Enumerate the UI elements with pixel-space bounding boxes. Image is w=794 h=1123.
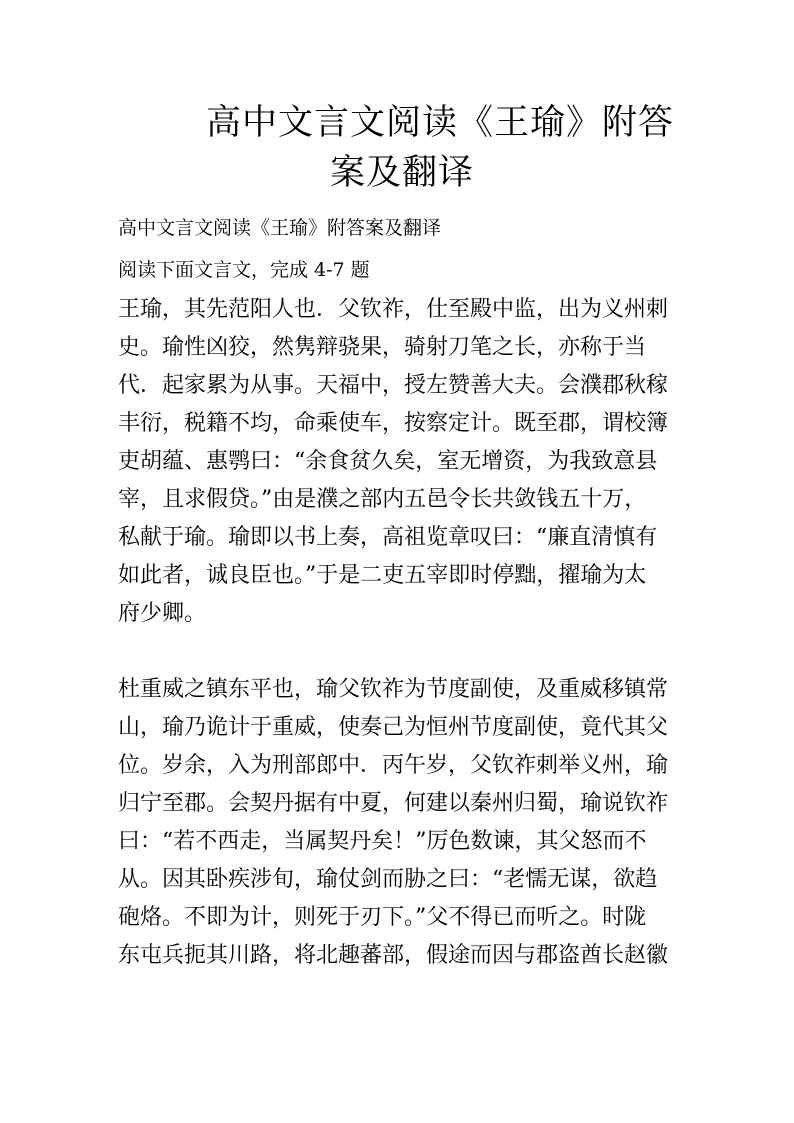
paragraph-line: 府少卿。 [118, 601, 207, 626]
paragraph-line: 位。岁余，入为刑部郎中．丙午岁，父钦祚刺举义州，瑜 [118, 753, 669, 778]
paragraph-line: 王瑜，其先范阳人也．父钦祚，仕至殿中监，出为义州刺 [118, 297, 669, 322]
paragraph-line: 砲烙。不即为计，则死于刃下。”父不得已而听之。时陇 [118, 905, 647, 930]
paragraph-line: 代．起家累为从事。天福中，授左赞善大夫。会濮郡秋稼 [118, 373, 669, 398]
paragraph-line: 宰，且求假贷。”由是濮之部内五邑令长共敛钱五十万， [118, 487, 647, 512]
paragraph-line: 从。因其卧疾涉旬，瑜仗剑而胁之曰：“老懦无谋，欲趋 [118, 867, 658, 892]
paragraph-line: 私献于瑜。瑜即以书上奏，高祖览章叹曰：“廉直清慎有 [118, 525, 658, 550]
paragraph-line: 杜重威之镇东平也，瑜父钦祚为节度副使，及重威移镇常 [118, 677, 669, 702]
title-line-2: 案及翻译 [330, 153, 475, 193]
document-title [160, 98, 720, 198]
paragraph-1 [118, 291, 683, 633]
reading-instruction: 阅读下面文言文，完成 4-7 题 [118, 259, 370, 281]
document-subtitle: 高中文言文阅读《王瑜》附答案及翻译 [118, 217, 442, 239]
paragraph-line: 曰：“若不西走，当属契丹矣！”厉色数谏，其父怒而不 [118, 829, 647, 854]
paragraph-2 [118, 671, 683, 975]
paragraph-line: 山，瑜乃诡计于重威，使奏己为恒州节度副使，竟代其父 [118, 715, 669, 740]
paragraph-line: 如此者，诚良臣也。”于是二吏五宰即时停黜，擢瑜为太 [118, 563, 647, 588]
paragraph-line: 东屯兵扼其川路，将北趣蕃部，假途而因与郡盗酋长赵徽 [118, 943, 669, 968]
paragraph-line: 丰衍，税籍不均，命乘使车，按察定计。既至郡，谓校簿 [118, 411, 669, 436]
paragraph-line: 史。瑜性凶狡，然隽辩骁果，骑射刀笔之长，亦称于当 [118, 335, 647, 360]
paragraph-line: 吏胡蕴、惠鹗曰：“余食贫久矣，室无增资，为我致意县 [118, 449, 658, 474]
title-line-1: 高中文言文阅读《王瑜》附答 [205, 103, 674, 143]
paragraph-line: 归宁至郡。会契丹据有中夏，何建以秦州归蜀，瑜说钦祚 [118, 791, 669, 816]
